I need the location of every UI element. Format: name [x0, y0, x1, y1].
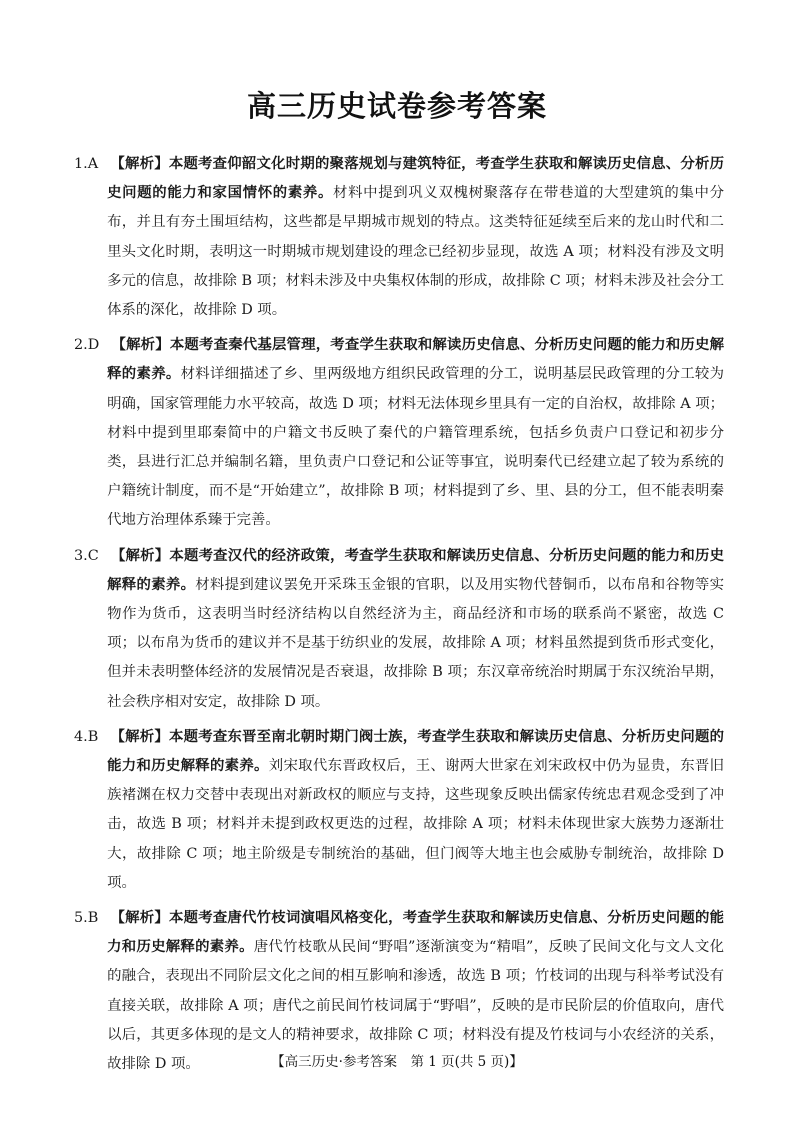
answer-paragraph — [74, 150, 724, 325]
answer-choice: C — [87, 547, 99, 564]
analysis-body: 材料中提到巩义双槐树聚落存在带巷道的大型建筑的集中分布，并且有夯土围垣结构，这些都是早期城市规划的特点。这类特征延续至后来的龙山时代和二里头文化时期，表明这一时期城市规划建设的理念已经初步显现，故选 A 项；材料没有涉及文明多元的信息，故排除 B 项；材料未涉及中央集权体制的形成，故排除 C 项；材料未涉及社会分工体系的深化，故排除 D 项。 — [107, 185, 724, 319]
answer-paragraph — [74, 723, 724, 898]
analysis-tag: 【解析】 — [111, 337, 170, 354]
analysis-body: 材料提到建议罢免开采珠玉金银的官职，以及用实物代替铜币，以布帛和谷物等实物作为货币，这表明当时经济结构以自然经济为主，商品经济和市场的联系尚不紧密，故选 C 项；以布帛为货币的建议并不是基于纺织业的发展，故排除 A 项；材料虽然提到货币形式变化，但并未表明整体经济的发展情况是否衰退，故排除 B 项；东汉章帝统治时期属于东汉统治早期，社会秩序相对安定，故排除 D 项。 — [107, 576, 724, 710]
analysis-body: 刘宋取代东晋政权后，王、谢两大世家在刘宋政权中仍为显贵，东晋旧族褚渊在权力交替中表现出对新政权的顺应与支持，这些现象反映出儒家传统忠君观念受到了冲击，故选 B 项；材料并未提到政权更迭的过程，故排除 A 项；材料未体现世家大族势力逐渐壮大，故排除 C 项；地主阶级是专制统治的基础，但门阀等大地主也会威胁专制统治，故排除 D 项。 — [107, 758, 724, 891]
question-number: 4. — [74, 728, 88, 745]
page-footer: 【高三历史·参考答案 第 1 页(共 5 页)】 — [271, 1054, 523, 1070]
analysis-lead: 本题考查汉代的经济政策，考查学生获取和解读历史信息、分析历史问题的能力和历史解释的素养。 — [107, 547, 724, 593]
answer-item-1 — [74, 150, 724, 325]
answer-item-4 — [74, 723, 724, 898]
analysis-body: 唐代竹枝歌从民间“野唱”逐渐演变为“精唱”，反映了民间文化与文人文化的融合，表现出不同阶层文化之间的相互影响和渗透，故选 B 项；竹枝词的出现与科举考试没有直接关联，故排除 A 项；唐代之前民间竹枝词属于“野唱”，反映的是市民阶层的价值取向，唐代以后，其更多体现的是文人的精神要求，故排除 C 项；材料没有提及竹枝词与小农经济的关系，故排除 D 项。 — [107, 939, 724, 1073]
answer-paragraph — [74, 331, 724, 535]
answer-item-3 — [74, 542, 724, 717]
analysis-lead: 本题考查东晋至南北朝时期门阀士族，考查学生获取和解读历史信息、分析历史问题的能力和历史解释的素养。 — [107, 728, 724, 775]
question-number: 5. — [74, 910, 88, 927]
analysis-tag: 【解析】 — [110, 910, 169, 927]
page-title: 高三历史试卷参考答案 — [246, 89, 547, 123]
answer-choice: B — [87, 910, 99, 927]
analysis-lead: 本题考查唐代竹枝词演唱风格变化，考查学生获取和解读历史信息、分析历史问题的能力和历史解释的素养。 — [107, 910, 724, 956]
analysis-tag: 【解析】 — [110, 728, 169, 745]
answer-choice: D — [87, 337, 100, 354]
question-number: 1. — [74, 156, 88, 172]
analysis-body: 材料详细描述了乡、里两级地方组织民政管理的分工，说明基层民政管理的分工较为明确，国家管理能力水平较高，故选 D 项；材料无法体现乡里具有一定的自治权，故排除 A 项；材料中提到里耶秦简中的户籍文书反映了秦代的户籍管理系统，包括乡负责户口登记和初步分类，县进行汇总并编制名籍，里负责户口登记和公证等事宜，说明秦代已经建立起了较为系统的户籍统计制度，而不是“开始建立”，故排除 B 项；材料提到了乡、里、县的分工，但不能表明秦代地方治理体系臻于完善。 — [107, 366, 724, 529]
answer-choice: A — [87, 156, 99, 172]
analysis-lead: 本题考查仰韶文化时期的聚落规划与建筑特征，考查学生获取和解读历史信息、分析历史问题的能力和家国情怀的素养。 — [107, 156, 724, 202]
analysis-tag: 【解析】 — [110, 547, 170, 564]
answer-paragraph — [74, 542, 724, 717]
answer-item-2 — [74, 331, 724, 535]
question-number: 2. — [74, 337, 88, 354]
analysis-lead: 本题考查秦代基层管理，考查学生获取和解读历史信息、分析历史问题的能力和历史解释的素养。 — [107, 337, 724, 383]
answer-list — [74, 150, 724, 1085]
answer-choice: B — [87, 728, 99, 745]
question-number: 3. — [74, 547, 88, 564]
analysis-tag: 【解析】 — [110, 156, 169, 172]
